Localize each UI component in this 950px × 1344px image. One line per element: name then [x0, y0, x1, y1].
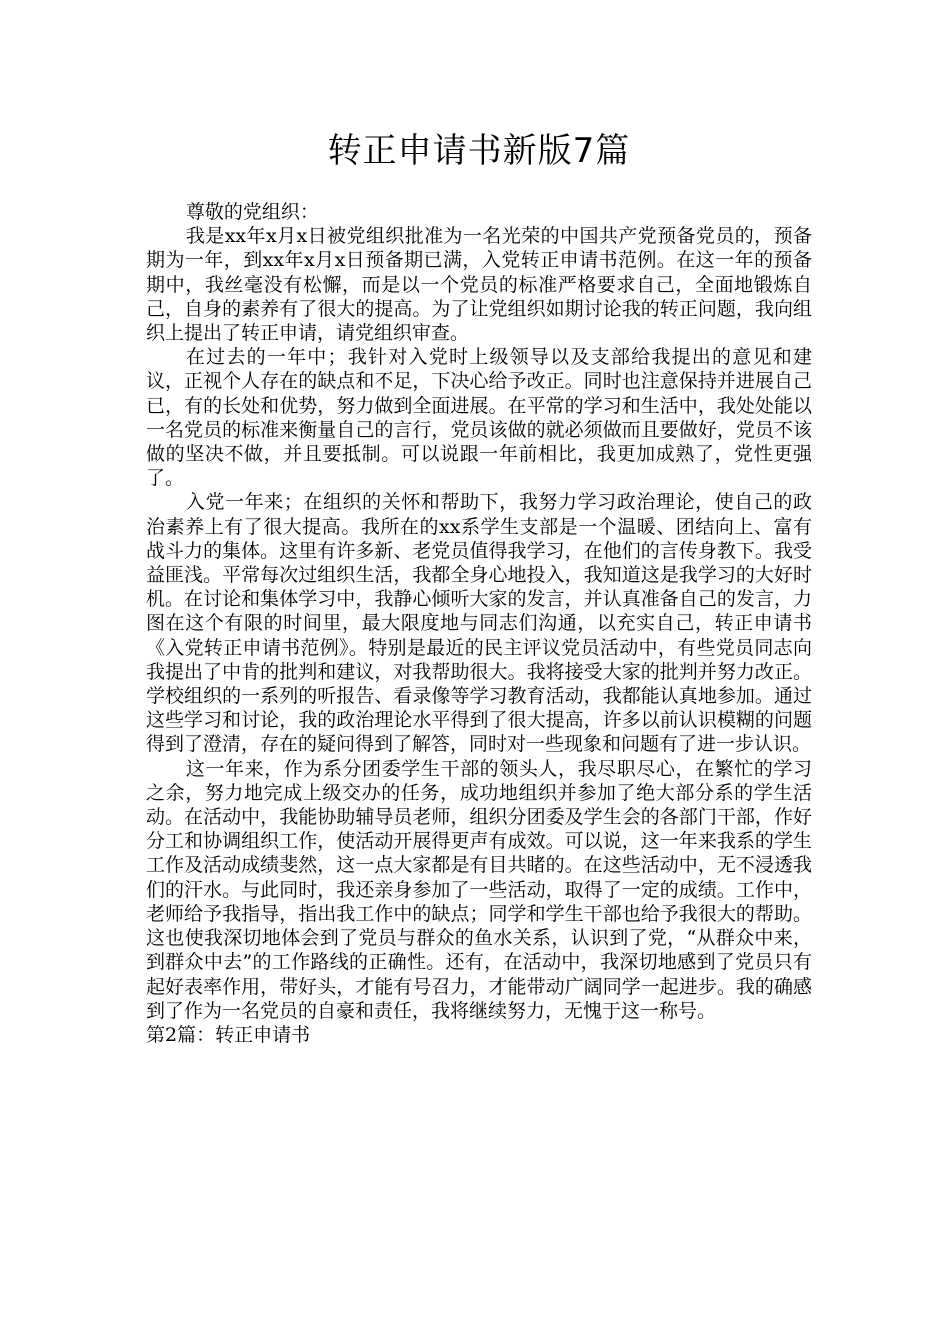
- document-title: 转正申请书新版7篇: [327, 131, 631, 171]
- next-section-heading: 第2篇：转正申请书: [146, 1023, 311, 1046]
- salutation: 尊敬的党组织：: [185, 201, 319, 223]
- paragraph-2: 在过去的一年中；我针对入党时上级领导以及支部给我提出的意见和建议，正视个人存在的缺点和不足，下决心给予改正。同时也注意保持并进展自己已，有的长处和优势，努力做到全面进展。在平常的学习和生活中，我处处能以一名党员的标准来衡量自己的言行，党员该做的就必须做而且要做好，党员不该做的坚决不做，并且要抵制。可以说跟一年前相比，我更加成熟了，党性更强了。: [146, 346, 812, 490]
- paragraph-1: 我是xx年x月x日被党组织批准为一名光荣的中国共产党预备党员的，预备期为一年，到xx年x月x日预备期已满，入党转正申请书范例。在这一年的预备期中，我丝毫没有松懈，而是以一个党员的标准严格要求自己，全面地锻炼自己，自身的素养有了很大的提高。为了让党组织如期讨论我的转正问题，我向组织上提出了转正申请，请党组织审查。: [146, 225, 812, 345]
- document-page: [146, 128, 812, 1047]
- document-body: [146, 200, 812, 1047]
- paragraph-4: 这一年来，作为系分团委学生干部的领头人，我尽职尽心，在繁忙的学习之余，努力地完成上级交办的任务，成功地组织并参加了绝大部分系的学生活动。在活动中，我能协助辅导员老师，组织分团委及学生会的各部门干部，作好分工和协调组织工作，使活动开展得更声有成效。可以说，这一年来我系的学生工作及活动成绩斐然，这一点大家都是有目共睹的。在这些活动中，无不浸透我们的汗水。与此同时，我还亲身参加了一些活动，取得了一定的成绩。工作中，老师给予我指导，指出我工作中的缺点；同学和学生干部也给予我很大的帮助。这也使我深切地体会到了党员与群众的鱼水关系，认识到了党，“从群众中来，到群众中去”的工作路线的正确性。还有，在活动中，我深切地感到了党员只有起好表率作用，带好头，才能有号召力，才能带动广阔同学一起进步。我的确感到了作为一名党员的自豪和责任，我将继续努力，无愧于这一称号。: [146, 757, 812, 1022]
- paragraph-3: 入党一年来；在组织的关怀和帮助下，我努力学习政治理论，使自己的政治素养上有了很大提高。我所在的xx系学生支部是一个温暖、团结向上、富有战斗力的集体。这里有许多新、老党员值得我学习，在他们的言传身教下。我受益匪浅。平常每次过组织生活，我都全身心地投入，我知道这是我学习的大好时机。在讨论和集体学习中，我静心倾听大家的发言，并认真准备自己的发言，力图在这个有限的时间里，最大限度地与同志们沟通，以充实自己，转正申请书《入党转正申请书范例》。特别是最近的民主评议党员活动中，有些党员同志向我提出了中肯的批判和建议，对我帮助很大。我将接受大家的批判并努力改正。学校组织的一系列的听报告、看录像等学习教育活动，我都能认真地参加。通过这些学习和讨论，我的政治理论水平得到了很大提高，许多以前认识模糊的问题得到了澄清，存在的疑问得到了解答，同时对一些现象和问题有了进一步认识。: [146, 491, 812, 756]
